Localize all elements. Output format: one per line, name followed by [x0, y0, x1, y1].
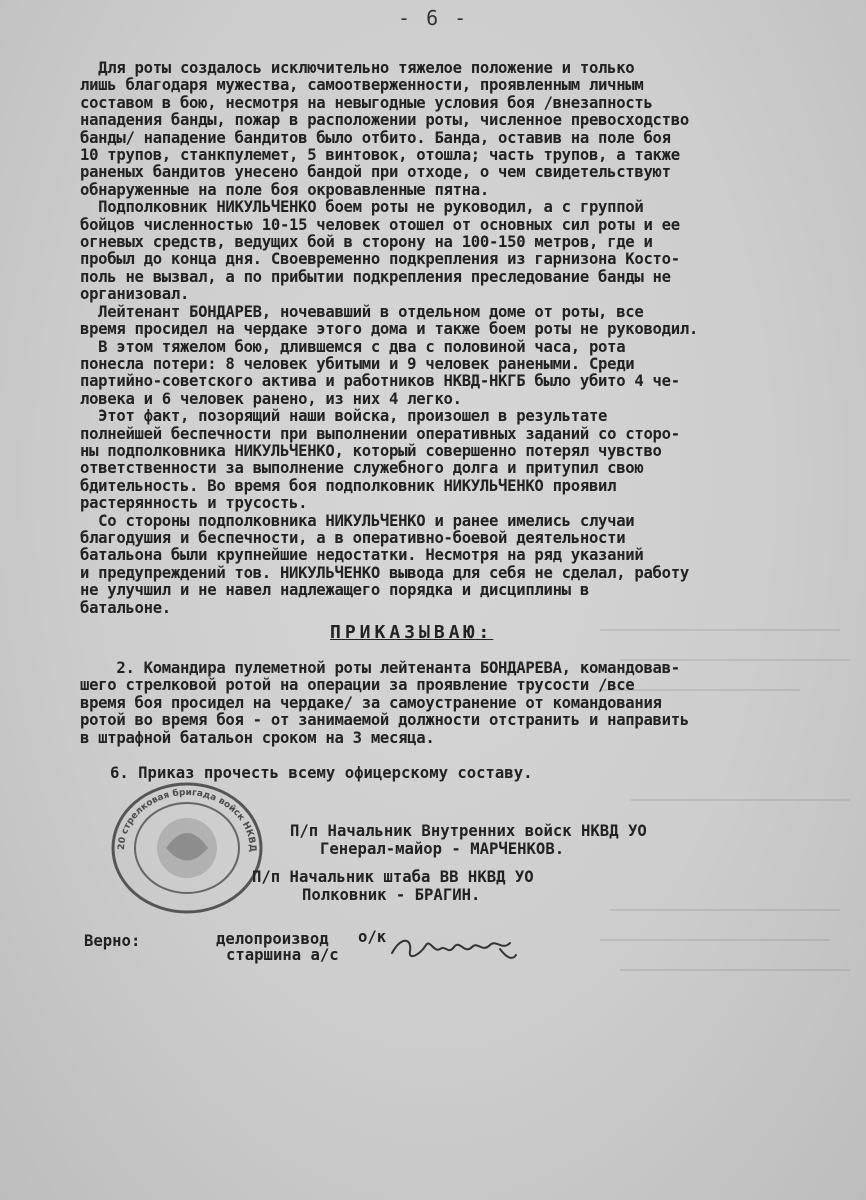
body-text-line: Этот факт, позорящий наши войска, произошел в результате: [80, 407, 608, 426]
body-text-line: полнейшей беспечности при выполнении оперативных заданий со сторо-: [80, 424, 680, 443]
order-text-line: ротой во время боя - от занимаемой должности отстранить и направить: [80, 711, 689, 730]
order-text-line: в штрафной батальон сроком на 3 месяца.: [80, 728, 435, 747]
signature-line-1: П/п Начальник Внутренних войск НКВД УО: [290, 822, 647, 840]
body-text-line: банды/ нападение бандитов было отбито. Банда, оставив на поле боя: [80, 128, 671, 147]
body-text-line: ловека и 6 человек ранено, из них 4 легко.: [80, 389, 462, 408]
stamp-text: 20 стрелковая бригада войск НКВД: [116, 787, 258, 853]
body-text-line: Со стороны подполковника НИКУЛЬЧЕНКО и ранее имелись случаи: [80, 511, 635, 530]
signature-line-3: П/п Начальник штаба ВВ НКВД УО: [252, 868, 534, 886]
body-text-line: ны подполковника НИКУЛЬЧЕНКО, который совершенно потерял чувство: [80, 441, 662, 460]
body-text-line: лишь благодаря мужества, самоотверженности, проявленным личным: [80, 76, 644, 95]
handwritten-signature: [390, 925, 520, 965]
body-text-line: не улучшил и не навел надлежащего порядка и дисциплины в: [80, 581, 589, 600]
bleed-through-texture: [600, 620, 850, 1040]
clerk-label: делопроизвод: [216, 930, 329, 948]
clerk-rank: старшина а/с: [226, 946, 339, 964]
body-text-line: 10 трупов, станкпулемет, 5 винтовок, отошла; часть трупов, а также: [80, 146, 680, 165]
body-text-line: партийно-советского актива и работников НКВД-НКГБ было убито 4 че-: [80, 372, 680, 391]
body-text-line: благодушия и беспечности, а в оперативно-боевой деятельности: [80, 528, 626, 547]
signature-line-4: Полковник - БРАГИН.: [302, 886, 481, 904]
body-text-line: ответственности за выполнение служебного долга и притупил свою: [80, 459, 644, 478]
body-text-line: пробыл до конца дня. Своевременно подкрепления из гарнизона Косто-: [80, 250, 680, 269]
official-stamp: [106, 778, 268, 918]
body-text-line: В этом тяжелом бою, длившемся с два с половиной часа, рота: [80, 337, 626, 356]
body-text-line: нападения банды, пожар в расположении роты, численное превосходство: [80, 111, 689, 130]
body-text-line: бдительность. Во время боя подполковник НИКУЛЬЧЕНКО проявил: [80, 476, 617, 495]
order-text-line: шего стрелковой ротой на операции за проявление трусости /все: [80, 676, 635, 695]
order-text-line: 2. Командира пулеметной роты лейтенанта БОНДАРЕВА, командовав-: [80, 659, 680, 677]
body-text-line: организовал.: [80, 285, 190, 304]
section-title: ПРИКАЗЫВАЮ:: [330, 622, 494, 643]
signature-line-2: Генерал-майор - МАРЧЕНКОВ.: [320, 840, 565, 858]
body-text-line: батальона были крупнейшие недостатки. Несмотря на ряд указаний: [80, 546, 644, 565]
body-text-line: растерянность и трусость.: [80, 494, 308, 513]
body-text-line: Лейтенант БОНДАРЕВ, ночевавший в отдельном доме от роты, все: [80, 302, 644, 321]
body-text-line: составом в бою, несмотря на невыгодные условия боя /внезапность: [80, 93, 653, 112]
order-text-line: время боя просидел на чердаке/ за самоустранение от командования: [80, 693, 662, 712]
body-text-line: обнаруженные на поле боя окровавленные пятна.: [80, 180, 489, 199]
body-text-line: и предупреждений тов. НИКУЛЬЧЕНКО вывода для себя не сделал, работу: [80, 563, 689, 582]
certification-verno: Верно:: [84, 932, 141, 950]
page-number: - 6 -: [398, 6, 469, 30]
clerk-suffix: о/к: [358, 928, 387, 946]
body-text: [80, 60, 840, 617]
body-text-line: огневых средств, ведущих бой в сторону на 100-150 метров, где и: [80, 233, 653, 252]
body-text-line: Для роты создалось исключительно тяжелое положение и только: [80, 59, 635, 77]
body-text-line: бойцов численностью 10-15 человек отошел от основных сил роты и ее: [80, 215, 680, 234]
body-text-line: Подполковник НИКУЛЬЧЕНКО боем роты не руководил, а с группой: [80, 198, 644, 217]
body-text-line: понесла потери: 8 человек убитыми и 9 человек ранеными. Среди: [80, 354, 635, 373]
body-text-line: поль не вызвал, а по прибытии подкрепления преследование банды не: [80, 267, 671, 286]
body-text-line: батальоне.: [80, 598, 171, 617]
body-text-line: время просидел на чердаке этого дома и также боем роты не руководил.: [80, 320, 699, 339]
body-text-line: раненых бандитов унесено бандой при отходе, о чем свидетельствуют: [80, 163, 671, 182]
order-item-6: 6. Приказ прочесть всему офицерскому составу.: [110, 764, 533, 782]
